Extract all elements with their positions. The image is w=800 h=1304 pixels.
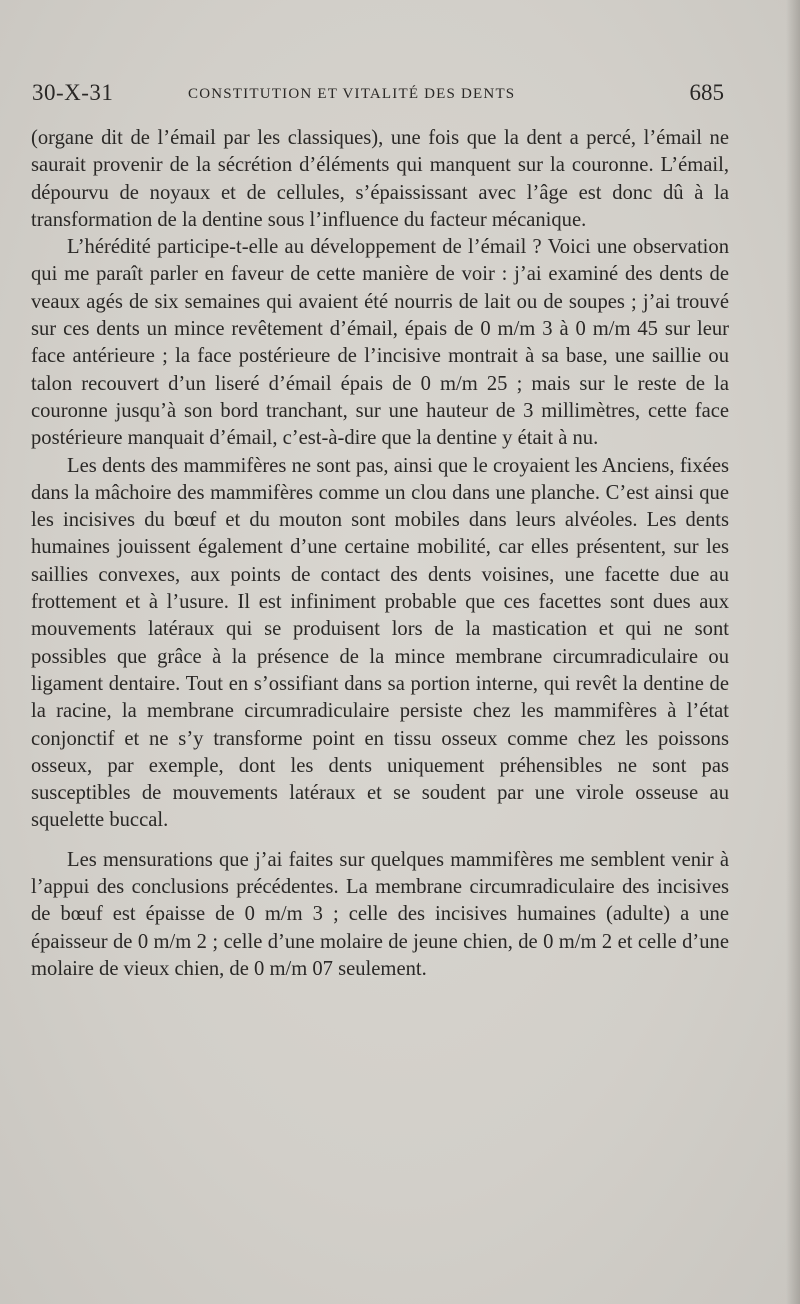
paragraph-1: (organe dit de l’émail par les classiques), une fois que la dent a percé, l’émail ne saurait provenir de la sécrétion d’éléments qui manquent sur la couronne. L’émail, dépourvu de noyaux et de cellules, s’épaississant avec l’âge est donc dû à la transformation de la dentine sous l’influence du facteur mécanique. [31,127,729,231]
paragraph-3: Les dents des mammifères ne sont pas, ainsi que le croyaient les Anciens, fixées dans la mâchoire des mammifères comme un clou dans une planche. C’est ainsi que les incisives du bœuf et du mouton sont mobiles dans leurs alvéoles. Les dents humaines jouissent également d’une certaine mobilité, car elles présentent, sur les saillies convexes, aux points de contact des dents voisines, une facette due au frottement et à l’usure. Il est infiniment probable que ces facettes sont dues aux mouvements latéraux qui se produisent lors de la mastication et qui ne sont possibles que grâce à la présence de la mince membrane circumradiculaire ou ligament dentaire. Tout en s’ossifiant dans sa portion interne, qui revêt la dentine de la racine, la membrane circumradiculaire persiste chez les mammifères à l’état conjonctif et ne s’y transforme point en tissu osseux comme chez les poissons osseux, par exemple, dont les dents uniquement préhensibles ne sont pas susceptibles de mouvements latéraux et se soudent par une virole osseuse au squelette buccal. [31,454,729,832]
running-head-date: 30-X-31 [32,80,114,105]
body-text [31,125,729,983]
page-number: 685 [689,80,724,105]
paragraph-2: L’hérédité participe-t-elle au développement de l’émail ? Voici une observation qui me paraît parler en faveur de cette manière de voir : j’ai examiné des dents de veaux agés de six semaines qui avaient été nourris de lait ou de soupes ; j’ai trouvé sur ces dents un mince revêtement d’émail, épais de 0 m/m 3 à 0 m/m 45 sur leur face antérieure ; la face postérieure de l’incisive montrait à sa base, une saillie ou talon recouvert d’un liseré d’émail épais de 0 m/m 25 ; mais sur le reste de la couronne jusqu’à son bord tranchant, sur une hauteur de 3 millimètres, cette face postérieure manquait d’émail, c’est-à-dire que la dentine y était à nu. [31,236,729,450]
paragraph-4: Les mensurations que j’ai faites sur quelques mammifères me semblent venir à l’appui des conclusions précédentes. La membrane circumradiculaire des incisives de bœuf est épaisse de 0 m/m 3 ; celle des incisives humaines (adulte) a une épaisseur de 0 m/m 2 ; celle d’une molaire de jeune chien, de 0 m/m 2 et celle d’une molaire de vieux chien, de 0 m/m 07 seulement. [31,848,729,980]
running-head-title: CONSTITUTION ET VITALITÉ DES DENTS [188,86,516,102]
running-head [32,80,724,110]
